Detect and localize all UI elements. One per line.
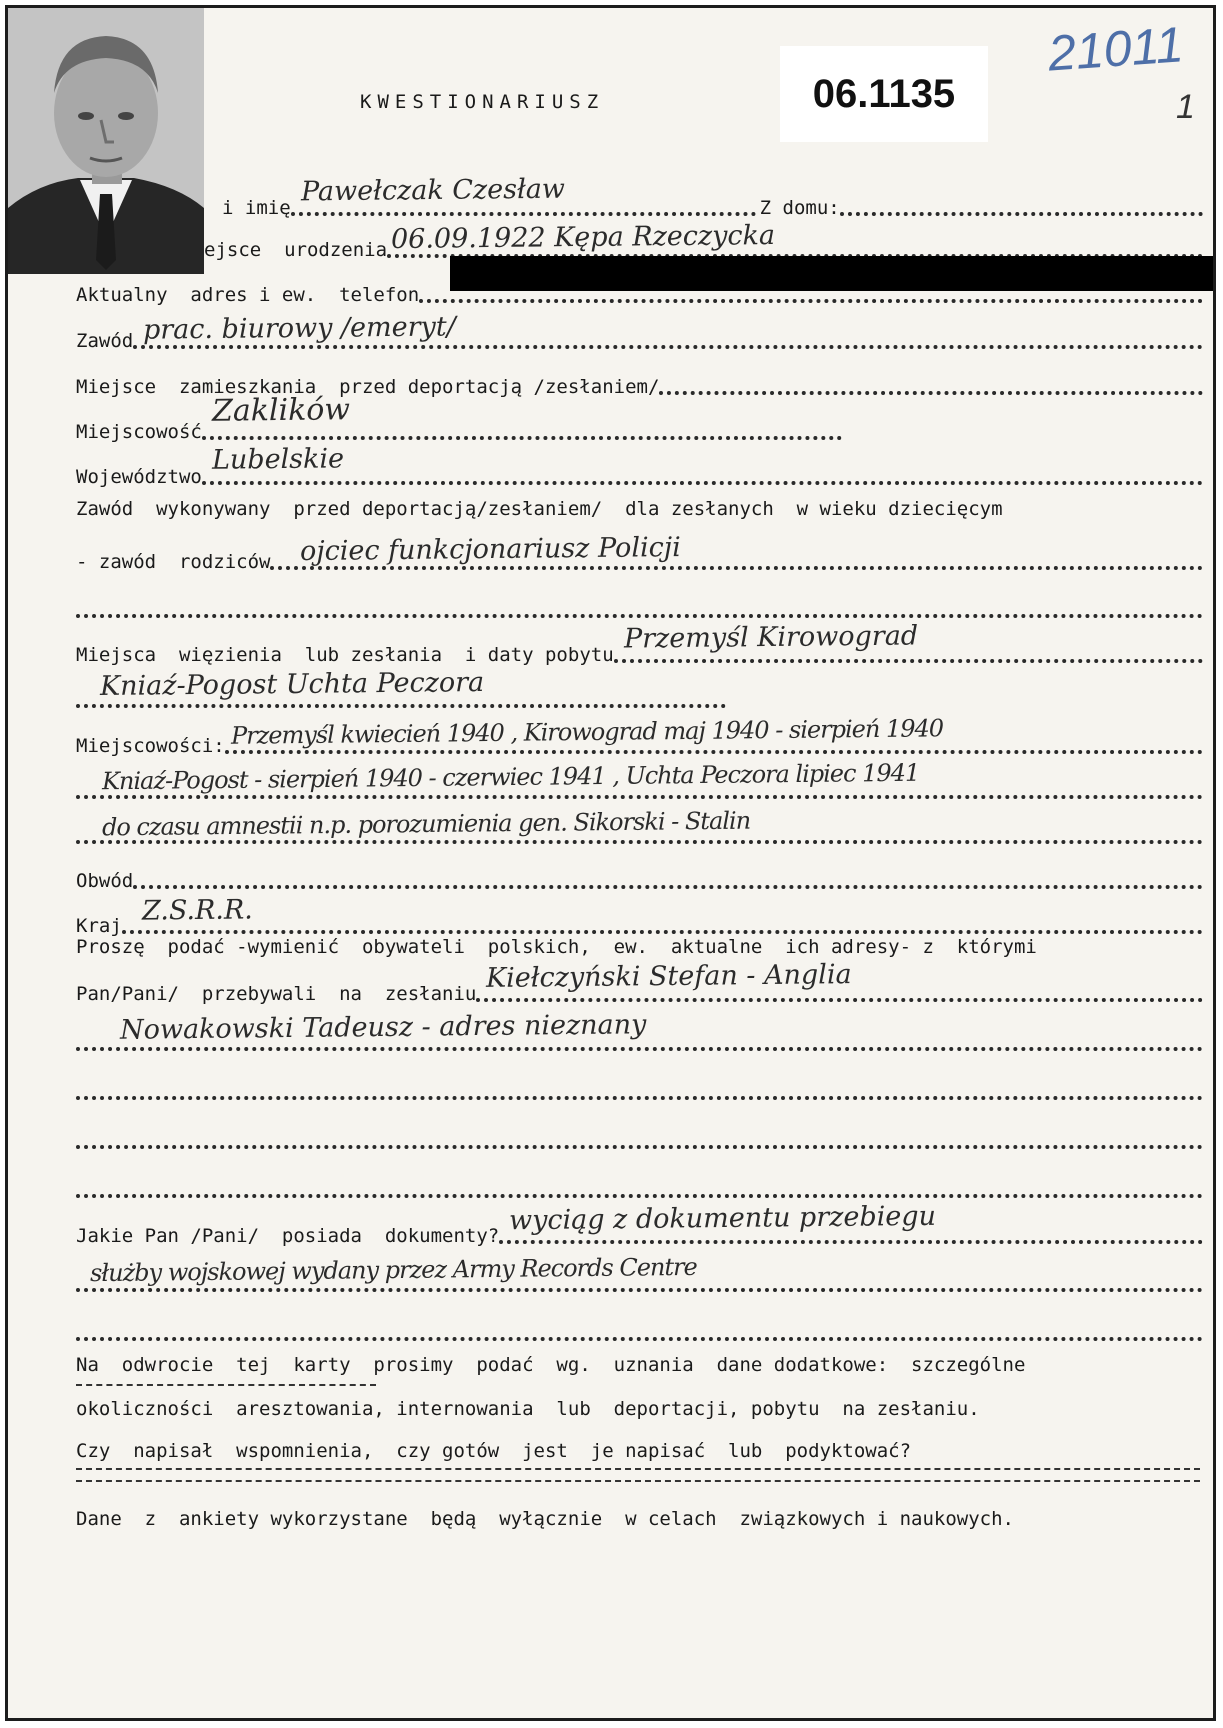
documents-value-2: służby wojskowej wydany przez Army Records Centre <box>89 1252 697 1288</box>
occupation-field <box>133 311 1203 349</box>
localities-row <box>76 714 1203 757</box>
companions-label-2: Pan/Pani/ przebywali na zesłaniu <box>76 983 477 1005</box>
questionnaire-sheet <box>5 5 1216 1721</box>
occupation-row <box>76 311 1203 352</box>
documents-field-2 <box>76 1252 1203 1292</box>
footer-note-1: Na odwrocie tej karty prosimy podać wg. uznania dane dodatkowe: szczególne <box>76 1354 1026 1376</box>
parents-occupation-field <box>270 532 1203 570</box>
documents-label: Jakie Pan /Pani/ posiada dokumenty? <box>76 1225 500 1247</box>
name-value: Pawełczak Czesław <box>300 173 565 208</box>
localities-field <box>225 714 1203 754</box>
blank-line-1 <box>76 590 1203 620</box>
maiden-name-field <box>840 188 1203 216</box>
locality-label: Miejscowość <box>76 421 202 443</box>
locality-value: Zaklików <box>211 392 351 429</box>
blank-line-4-dots <box>76 1170 1203 1198</box>
voivodeship-value: Lubelskie <box>211 443 345 476</box>
portrait-photo <box>8 8 204 274</box>
blank-line-1-dots <box>76 590 1203 618</box>
footer-note-4: Dane z ankiety wykorzystane będą wyłącznie w celach związkowych i naukowych. <box>76 1508 1014 1530</box>
country-label: Kraj <box>76 915 122 937</box>
parents-occupation-label: - zawód rodziców <box>76 551 271 573</box>
country-value: Z.S.R.R. <box>141 894 253 927</box>
blank-line-2-dots <box>76 1072 1203 1100</box>
blank-line-5-dots <box>76 1313 1203 1341</box>
birth-field <box>387 219 1203 258</box>
residence-field <box>659 367 1203 395</box>
prison-places-value-2: Kniaź-Pogost Uchta Peczora <box>99 666 485 703</box>
footer-underline-2 <box>76 1468 1200 1470</box>
country-row <box>76 894 1203 937</box>
archive-number: 21011 <box>1046 16 1186 82</box>
footer-underline-1 <box>76 1384 376 1386</box>
footer-note-2: okoliczności aresztowania, internowania lub deportacji, pobytu na zesłaniu. <box>76 1398 980 1420</box>
prison-places-value-1: Przemyśl Kirowograd <box>623 620 918 655</box>
prison-places-row <box>76 620 1203 666</box>
blank-line-4 <box>76 1170 1203 1200</box>
voivodeship-row <box>76 443 1203 488</box>
blank-line-2 <box>76 1072 1203 1102</box>
parents-occupation-value: ojciec funkcjonariusz Policji <box>300 532 682 567</box>
footer-underline-3 <box>76 1480 1200 1482</box>
occupation-label: Zawód <box>76 330 134 352</box>
companions-row-2 <box>76 1009 1203 1053</box>
page-number: 1 <box>1176 88 1195 126</box>
prison-places-row-2 <box>76 666 1203 710</box>
localities-row-3 <box>76 806 1203 846</box>
blank-line-3-dots <box>76 1121 1203 1149</box>
localities-line-3: do czasu amnestii n.p. porozumienia gen. Sikorski - Stalin <box>101 806 751 842</box>
occupation-value: prac. biurowy /emeryt/ <box>143 311 457 346</box>
prison-places-label: Miejsca więzienia lub zesłania i daty pobytu <box>76 644 614 666</box>
documents-field <box>499 1200 1203 1244</box>
residence-label: Miejsce zamieszkania przed deportacją /zesłaniem/ <box>76 376 660 398</box>
parents-occupation-row <box>76 532 1203 573</box>
prison-places-field-2 <box>76 666 726 708</box>
localities-label: Miejscowości: <box>76 735 225 757</box>
companions-row <box>76 959 1203 1005</box>
name-label: i imię <box>222 197 291 219</box>
voivodeship-field <box>202 443 1203 485</box>
birth-value: 06.09.1922 Kępa Rzeczycka <box>390 219 776 256</box>
country-field <box>122 894 1203 934</box>
name-field <box>291 173 756 216</box>
locality-row <box>76 392 1203 443</box>
address-label: Aktualny adres i ew. telefon <box>76 284 420 306</box>
footer-note-3: Czy napisał wspomnienia, czy gotów jest je napisać lub podyktować? <box>76 1440 912 1462</box>
blank-line-3 <box>76 1121 1203 1151</box>
profession-header-label: Zawód wykonywany przed deportacją/zesłaniem/ dla zesłanych w wieku dziecięcym <box>76 498 1003 520</box>
maiden-name-label: Z domu: <box>759 197 840 219</box>
redaction-bar <box>450 256 1216 291</box>
documents-row-2 <box>76 1252 1203 1294</box>
documents-value-1: wyciąg z dokumentu przebiegu <box>509 1200 937 1237</box>
companions-value-1: Kiełczyński Stefan - Anglia <box>486 959 853 994</box>
companions-field-2 <box>76 1009 1203 1051</box>
prison-places-field <box>614 620 1203 663</box>
district-row <box>76 861 1203 891</box>
companions-field <box>476 959 1203 1002</box>
localities-line-1: Przemyśl kwiecień 1940 , Kirowograd maj 1940 - sierpień 1940 <box>230 714 943 750</box>
voivodeship-label: Województwo <box>76 466 202 488</box>
name-row <box>222 173 1203 219</box>
companions-label-1: Proszę podać -wymienić obywateli polskich, ew. aktualne ich adresy- z którymi <box>76 936 1037 958</box>
blank-line-5 <box>76 1313 1203 1343</box>
localities-row-2 <box>76 758 1203 801</box>
birth-label: ejsce urodzenia <box>204 239 388 261</box>
documents-row <box>76 1200 1203 1247</box>
district-label: Obwód <box>76 870 134 892</box>
localities-line-2: Kniaź-Pogost - sierpień 1940 - czerwiec 1941 , Uchta Peczora lipiec 1941 <box>101 758 920 796</box>
localities-field-2 <box>76 758 1203 799</box>
reference-number: 06.1135 <box>780 46 988 142</box>
companions-value-2: Nowakowski Tadeusz - adres nieznany <box>119 1009 647 1046</box>
district-field <box>133 861 1203 889</box>
locality-field <box>202 392 842 440</box>
localities-field-3 <box>76 806 1203 844</box>
form-title: KWESTIONARIUSZ <box>360 91 605 113</box>
